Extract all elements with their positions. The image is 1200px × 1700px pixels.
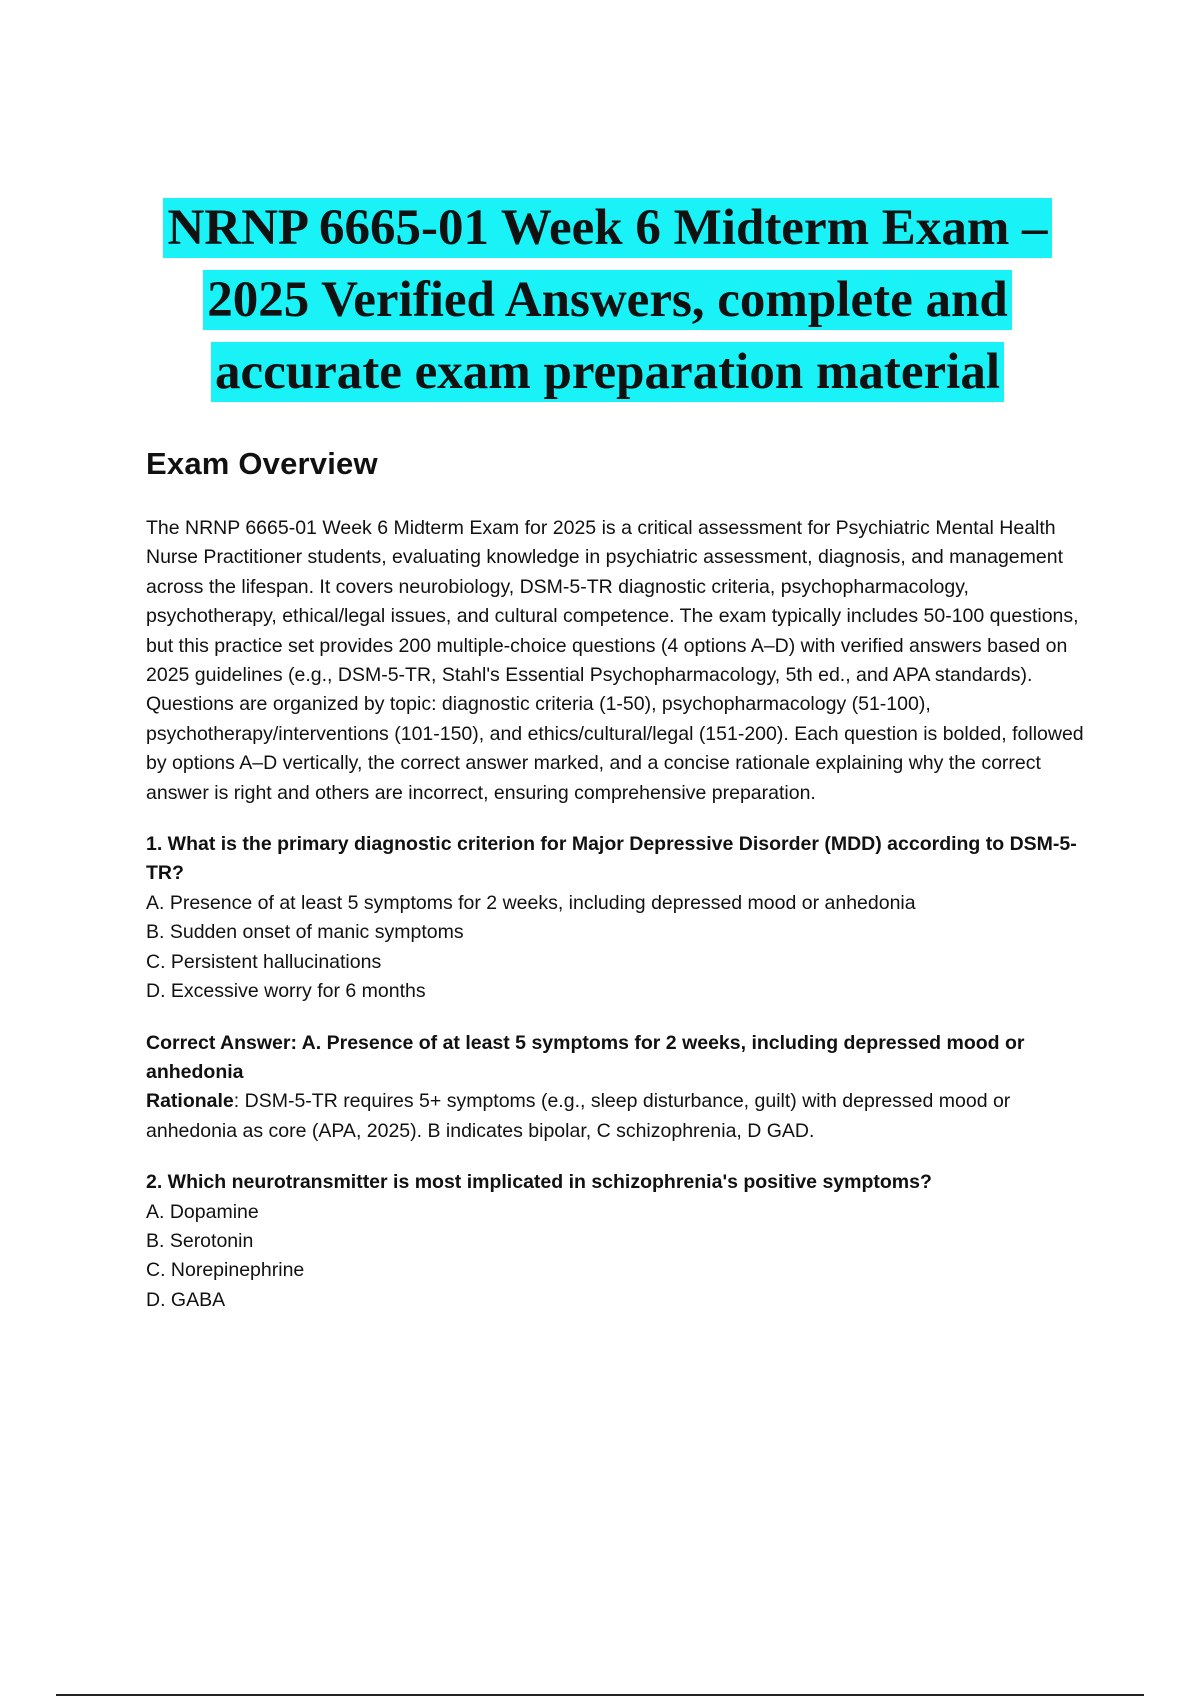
option-b: B. Sudden onset of manic symptoms: [146, 921, 464, 944]
option-c: C. Persistent hallucinations: [146, 950, 382, 973]
option-a: A. Dopamine: [146, 1200, 259, 1223]
document-title: [120, 192, 1095, 408]
option-d: D. Excessive worry for 6 months: [146, 980, 426, 1003]
document-body: [146, 514, 1091, 1337]
question-text: 2. Which neurotransmitter is most implicated in schizophrenia's positive symptoms?: [146, 1171, 932, 1194]
rationale: [146, 1087, 1091, 1146]
title-line-text: NRNP 6665-01 Week 6 Midterm Exam –: [163, 198, 1051, 258]
correct-answer: Correct Answer: A. Presence of at least 5 symptoms for 2 weeks, including depressed mood or anhedonia: [146, 1031, 1025, 1083]
title-line: [120, 192, 1095, 264]
title-line: [120, 336, 1095, 408]
answer-block-1: [146, 1029, 1091, 1147]
option-c: C. Norepinephrine: [146, 1259, 305, 1282]
option-d: D. GABA: [146, 1288, 226, 1311]
question-1: [146, 830, 1091, 1006]
option-a: A. Presence of at least 5 symptoms for 2 weeks, including depressed mood or anhedonia: [146, 891, 916, 914]
rationale-text: : DSM-5-TR requires 5+ symptoms (e.g., sleep disturbance, guilt) with depressed mood or anhedonia as core (APA, 2025). B indicates bipolar, C schizophrenia, D GAD.: [146, 1090, 1011, 1142]
question-2: [146, 1168, 1091, 1315]
overview-heading: Exam Overview: [146, 446, 378, 481]
question-text: 1. What is the primary diagnostic criterion for Major Depressive Disorder (MDD) according to DSM-5-TR?: [146, 833, 1077, 885]
option-b: B. Serotonin: [146, 1229, 254, 1252]
title-line: [120, 264, 1095, 336]
page-bottom-rule: [56, 1694, 1144, 1696]
overview-paragraph: The NRNP 6665-01 Week 6 Midterm Exam for 2025 is a critical assessment for Psychiatric Mental Health Nurse Practitioner students, evaluating knowledge in psychiatric assessment, diagnosis, and management across the lifespan. It covers neurobiology, DSM-5-TR diagnostic criteria, psychopharmacology, psychotherapy, ethical/legal issues, and cultural competence. The exam typically includes 50-100 questions, but this practice set provides 200 multiple-choice questions (4 options A–D) with verified answers based on 2025 guidelines (e.g., DSM-5-TR, Stahl's Essential Psychopharmacology, 5th ed., and APA standards). Questions are organized by topic: diagnostic criteria (1-50), psychopharmacology (51-100), psychotherapy/interventions (101-150), and ethics/cultural/legal (151-200). Each question is bolded, followed by options A–D vertically, the correct answer marked, and a concise rationale explaining why the correct answer is right and others are incorrect, ensuring comprehensive preparation.: [146, 517, 1084, 804]
rationale-label: Rationale: [146, 1090, 234, 1113]
title-line-text: accurate exam preparation material: [211, 342, 1004, 402]
title-line-text: 2025 Verified Answers, complete and: [203, 270, 1011, 330]
